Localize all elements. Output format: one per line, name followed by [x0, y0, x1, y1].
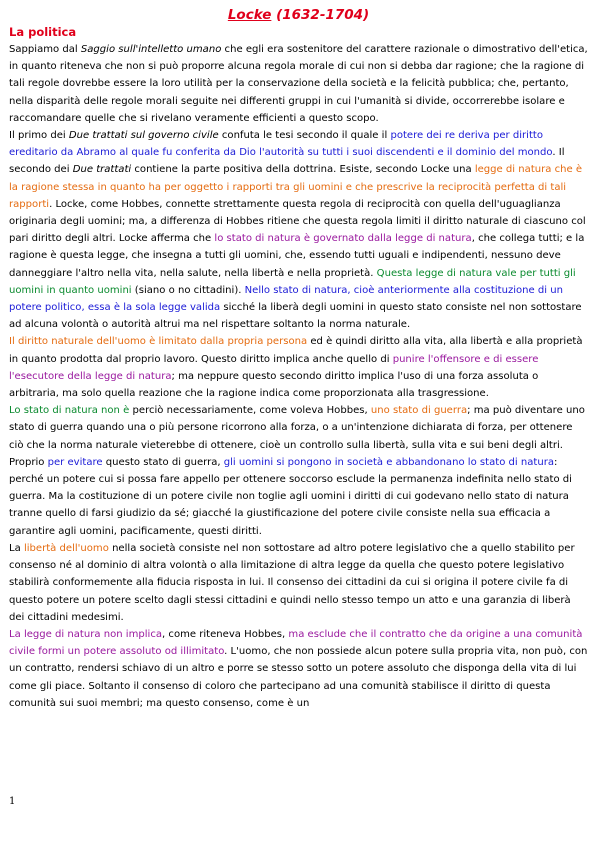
highlighted-text: uno stato di guerra: [370, 405, 468, 417]
paragraph: [9, 333, 588, 402]
highlighted-text: potere dei re deriva per diritto ereditario da Abramo al quale fu conferita da Dio l'autorità su tutti i suoi discendenti e il dominio del mondo: [9, 130, 553, 159]
plain-text: questo stato di guerra,: [102, 456, 224, 468]
highlighted-text: legge di natura che è la ragione stessa in quanto ha per oggetto i rapporti tra gli uomini e che prescrive la reciprocità perfetta di tali rapporti: [9, 164, 583, 210]
title-dates: (1632-1704): [276, 7, 370, 23]
plain-text: . Il secondo dei: [9, 147, 565, 176]
highlighted-text: Questa legge di natura vale per tutti gli uomini in quanto uomini: [9, 267, 576, 296]
book-title-text: Due trattati sul governo civile: [68, 130, 219, 142]
highlighted-text: punire l'offensore e di essere l'esecutore della legge di natura: [9, 353, 539, 382]
plain-text: contiene la parte positiva della dottrina. Esiste, secondo Locke una: [131, 164, 475, 176]
plain-text: , come riteneva Hobbes,: [162, 628, 289, 640]
plain-text: ; ma può diventare uno stato di guerra quando una o più persone ricorrono alla forza, o a un'intenzione dichiarata di forza, per ottenere ciò che la norma naturale vieterebbe di ottenere, cioè un controllo sulla libertà, sulla vita e sui beni degli altri. Proprio: [9, 405, 585, 468]
plain-text: . Locke, come Hobbes, connette strettamente questa regola di reciprocità con quella dell'uguaglianza originaria degli uomini; ma, a differenza di Hobbes ritiene che questa regola limiti il diritto naturale di ciascuno col pari diritto degli altri. Locke afferma che: [9, 198, 586, 245]
highlighted-text: gli uomini si pongono in società e abbandonano lo stato di natura: [223, 456, 555, 468]
plain-text: , che collega tutti; e la ragione è questa legge, che insegna a tutti gli uomini, che, essendo tutti uguali e indipendenti, nessuno deve danneggiare l'altro nella vita, nella salute, nella libertà e nella proprietà.: [9, 233, 585, 279]
book-title-text: Due trattati: [72, 164, 132, 176]
plain-text: (siano o no cittadini).: [131, 284, 245, 296]
highlighted-text: ma esclude che il contratto che da origine a una comunità civile formi un potere assoluto od illimitato: [9, 628, 583, 658]
highlighted-text: Il diritto naturale dell'uomo è limitato dalla propria persona: [9, 336, 308, 348]
section-heading: La politica: [9, 25, 77, 39]
plain-text: che egli era sostenitore del carattere razionale o dimostrativo dell'etica, in quanto riteneva che non si può proporre alcuna regola morale di cui non si debba dar ragione; che la ragione di tali regole dovrebbe essere la loro utilità per la conservazione della società e la felicità pubblica; che, pertanto, nella disparità delle regole morali seguite nei differenti gruppi in cui l'umanità si divide, occorrerebbe isolare e raccomandare quelle che si rivelano veramente efficienti a questo scopo.: [9, 44, 588, 124]
highlighted-text: lo stato di natura è governato dalla legge di natura: [214, 233, 472, 245]
plain-text: sicché la liberà degli uomini in questo stato consiste nel non sottostare ad alcuna volontà o autorità altrui ma nel rispettare soltanto la norma naturale.: [9, 302, 582, 331]
plain-text: perciò necessariamente, come voleva Hobbes,: [129, 405, 371, 417]
plain-text: La: [9, 542, 24, 554]
highlighted-text: libertà dell'uomo: [23, 542, 109, 554]
highlighted-text: Nello stato di natura, cioè anteriormente alla costituzione di un potere politico, essa è la sola legge valida: [9, 284, 563, 314]
paragraph: [9, 626, 588, 712]
plain-text: ed è quindi diritto alla vita, alla libertà e alla proprietà in quanto prodotta dal proprio lavoro. Questo diritto implica anche quello di: [9, 336, 583, 365]
plain-text: ; ma neppure questo secondo diritto implica l'uso di una forza assoluta o arbitraria, ma solo quella reazione che la ragione indica come proporzionata alla trasgressione.: [9, 370, 539, 400]
highlighted-text: La legge di natura non implica: [9, 628, 163, 640]
highlighted-text: per evitare: [47, 456, 103, 468]
body-text: [9, 41, 588, 712]
paragraph: [9, 41, 588, 127]
paragraph: [9, 127, 588, 333]
plain-text: Il primo dei: [9, 130, 69, 142]
page-title: [9, 6, 588, 24]
plain-text: Sappiamo dal: [9, 44, 81, 55]
plain-text: nella società consiste nel non sottostare ad altro potere legislativo che a quello stabilito per consenso né al dominio di altra volontà o alla limitazione di altra legge da quella che questo potere legislativo stabilirà conformemente alla fiducia risposta in lui. Il consenso dei cittadini da cui si origina il potere civile fa di questo potere un potere scelto dagli stessi cittadini e quindi nello stesso tempo un atto e una garanzia di liberà dei cittadini medesimi.: [9, 542, 575, 623]
paragraph: [9, 402, 588, 540]
plain-text: . L'uomo, che non possiede alcun potere sulla propria vita, non può, con un contratto, rendersi schiavo di un altro e porre se stesso sotto un potere assoluto che disponga della vita di lui come gli piace. Soltanto il consenso di coloro che partecipano ad una comunità stabilisce il diritto di questa comunità sui suoi membri; ma questo consenso, come è un: [9, 646, 588, 709]
book-title-text: Saggio sull'intelletto umano: [80, 44, 222, 55]
plain-text: : perché un potere cui si possa fare appello per ottenere soccorso esclude la permanenza indefinita nello stato di guerra. Ma la costituzione di un potere civile non toglie agli uomini i diritti di cui godevano nello stato di natura tranne quello di farsi giudizio da sé; giacché la giustificazione del potere civile consiste nella sua efficacia a garantire agli uomini, pacificamente, questi diritti.: [9, 456, 572, 537]
highlighted-text: Lo stato di natura non è: [9, 405, 130, 417]
plain-text: confuta le tesi secondo il quale il: [218, 130, 391, 142]
page-number: 1: [9, 796, 16, 807]
paragraph: [9, 540, 588, 626]
title-name: Locke: [227, 7, 272, 23]
